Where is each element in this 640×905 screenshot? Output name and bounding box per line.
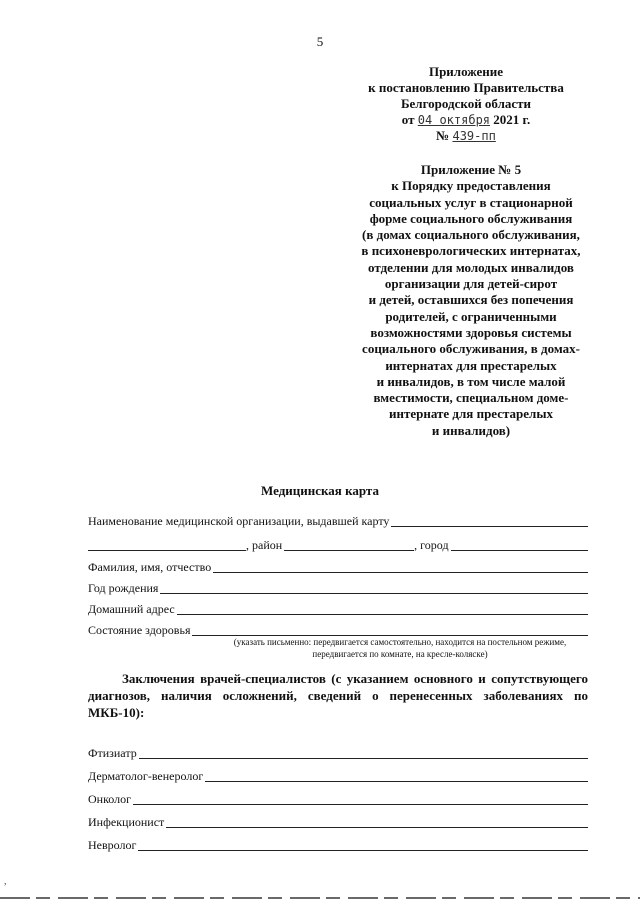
specialist-field[interactable] bbox=[205, 769, 588, 782]
specialist-row bbox=[88, 791, 588, 807]
health-note bbox=[190, 636, 610, 660]
fio-label: Фамилия, имя, отчество bbox=[88, 560, 212, 574]
date-prefix: от bbox=[401, 112, 415, 127]
appendix-header bbox=[336, 64, 596, 144]
appendix-line-2: Белгородской области bbox=[400, 96, 532, 111]
appendix-5-header bbox=[336, 162, 606, 439]
org-field[interactable] bbox=[391, 514, 588, 527]
city-field[interactable] bbox=[451, 538, 588, 551]
org-label: Наименование медицинской организации, выдавшей карту bbox=[88, 514, 390, 528]
specialist-row bbox=[88, 837, 588, 853]
appendix-5-line: вместимости, специальном доме- bbox=[373, 390, 569, 406]
specialist-field[interactable] bbox=[166, 815, 588, 828]
appendix-5-line: форме социального обслуживания bbox=[369, 210, 573, 226]
specialist-label: Онколог bbox=[88, 792, 132, 806]
number-prefix: № bbox=[436, 128, 450, 143]
birth-field[interactable] bbox=[160, 581, 588, 594]
appendix-5-line: в психоневрологических интернатах, bbox=[361, 243, 581, 259]
appendix-5-line: интернате для престарелых bbox=[389, 406, 553, 422]
card-title: Медицинская карта bbox=[261, 483, 379, 498]
appendix-5-line: организации для детей-сирот bbox=[384, 276, 558, 292]
appendix-5-line: родителей, с ограниченными bbox=[385, 308, 557, 324]
health-field[interactable] bbox=[192, 623, 588, 636]
district-label: , район bbox=[246, 538, 283, 552]
appendix-5-line: и инвалидов, в том числе малой bbox=[376, 373, 566, 389]
fio-field[interactable] bbox=[213, 560, 588, 573]
district-field[interactable] bbox=[284, 538, 414, 551]
specialist-field[interactable] bbox=[133, 792, 588, 805]
number-handwritten: 439-пп bbox=[452, 129, 496, 143]
appendix-5-line: социального обслуживания, в домах- bbox=[362, 341, 580, 357]
specialist-label: Инфекционист bbox=[88, 815, 165, 829]
specialist-field[interactable] bbox=[138, 838, 588, 851]
appendix-5-line: Приложение № 5 bbox=[420, 162, 522, 177]
page-number: 5 bbox=[316, 34, 324, 49]
appendix-5-line: (в домах социального обслуживания, bbox=[362, 227, 580, 243]
city-label: , город bbox=[414, 538, 449, 552]
specialist-label: Невролог bbox=[88, 838, 137, 852]
specialist-row bbox=[88, 768, 588, 784]
appendix-5-line: социальных услуг в стационарной bbox=[369, 194, 573, 210]
specialist-label: Фтизиатр bbox=[88, 746, 137, 760]
appendix-title: Приложение bbox=[428, 64, 504, 79]
conclusion-text: Заключения врачей-специалистов (с указанием основного и сопутствующего диагнозов, наличия осложнений, сведений о перенесенных заболеваниях по МКБ-10): bbox=[88, 671, 588, 720]
location-row bbox=[88, 537, 588, 553]
margin-mark: , bbox=[4, 876, 7, 887]
specialist-row bbox=[88, 745, 588, 761]
birth-label: Год рождения bbox=[88, 581, 159, 595]
specialist-label: Дерматолог-венеролог bbox=[88, 769, 204, 783]
appendix-number-line bbox=[336, 128, 596, 144]
date-handwritten: 04 октября bbox=[417, 113, 491, 127]
appendix-5-line: и инвалидов) bbox=[431, 422, 511, 438]
appendix-5-line: отделении для молодых инвалидов bbox=[368, 259, 574, 275]
address-label: Домашний адрес bbox=[88, 602, 175, 616]
health-label: Состояние здоровья bbox=[88, 623, 191, 637]
appendix-line-1: к постановлению Правительства bbox=[368, 80, 564, 95]
appendix-5-line: к Порядку предоставления bbox=[391, 178, 551, 194]
specialist-row bbox=[88, 814, 588, 830]
health-note-line-1: (указать письменно: передвигается самостоятельно, находится на постельном режиме, bbox=[233, 637, 567, 647]
appendix-5-line: интернатах для престарелых bbox=[385, 357, 557, 373]
bottom-border bbox=[0, 897, 640, 899]
region-field[interactable] bbox=[88, 538, 246, 551]
date-year: 2021 г. bbox=[493, 112, 531, 127]
fio-row bbox=[88, 559, 588, 575]
appendix-date-line bbox=[336, 112, 596, 128]
specialist-field[interactable] bbox=[139, 746, 588, 759]
address-field[interactable] bbox=[177, 602, 588, 615]
birth-row bbox=[88, 580, 588, 596]
appendix-5-line: возможностями здоровья системы bbox=[370, 324, 572, 340]
health-note-line-2: передвигается по комнате, на кресле-коляске) bbox=[312, 649, 488, 659]
appendix-5-line: и детей, оставшихся без попечения bbox=[368, 292, 574, 308]
address-row bbox=[88, 601, 588, 617]
org-row bbox=[88, 513, 588, 529]
